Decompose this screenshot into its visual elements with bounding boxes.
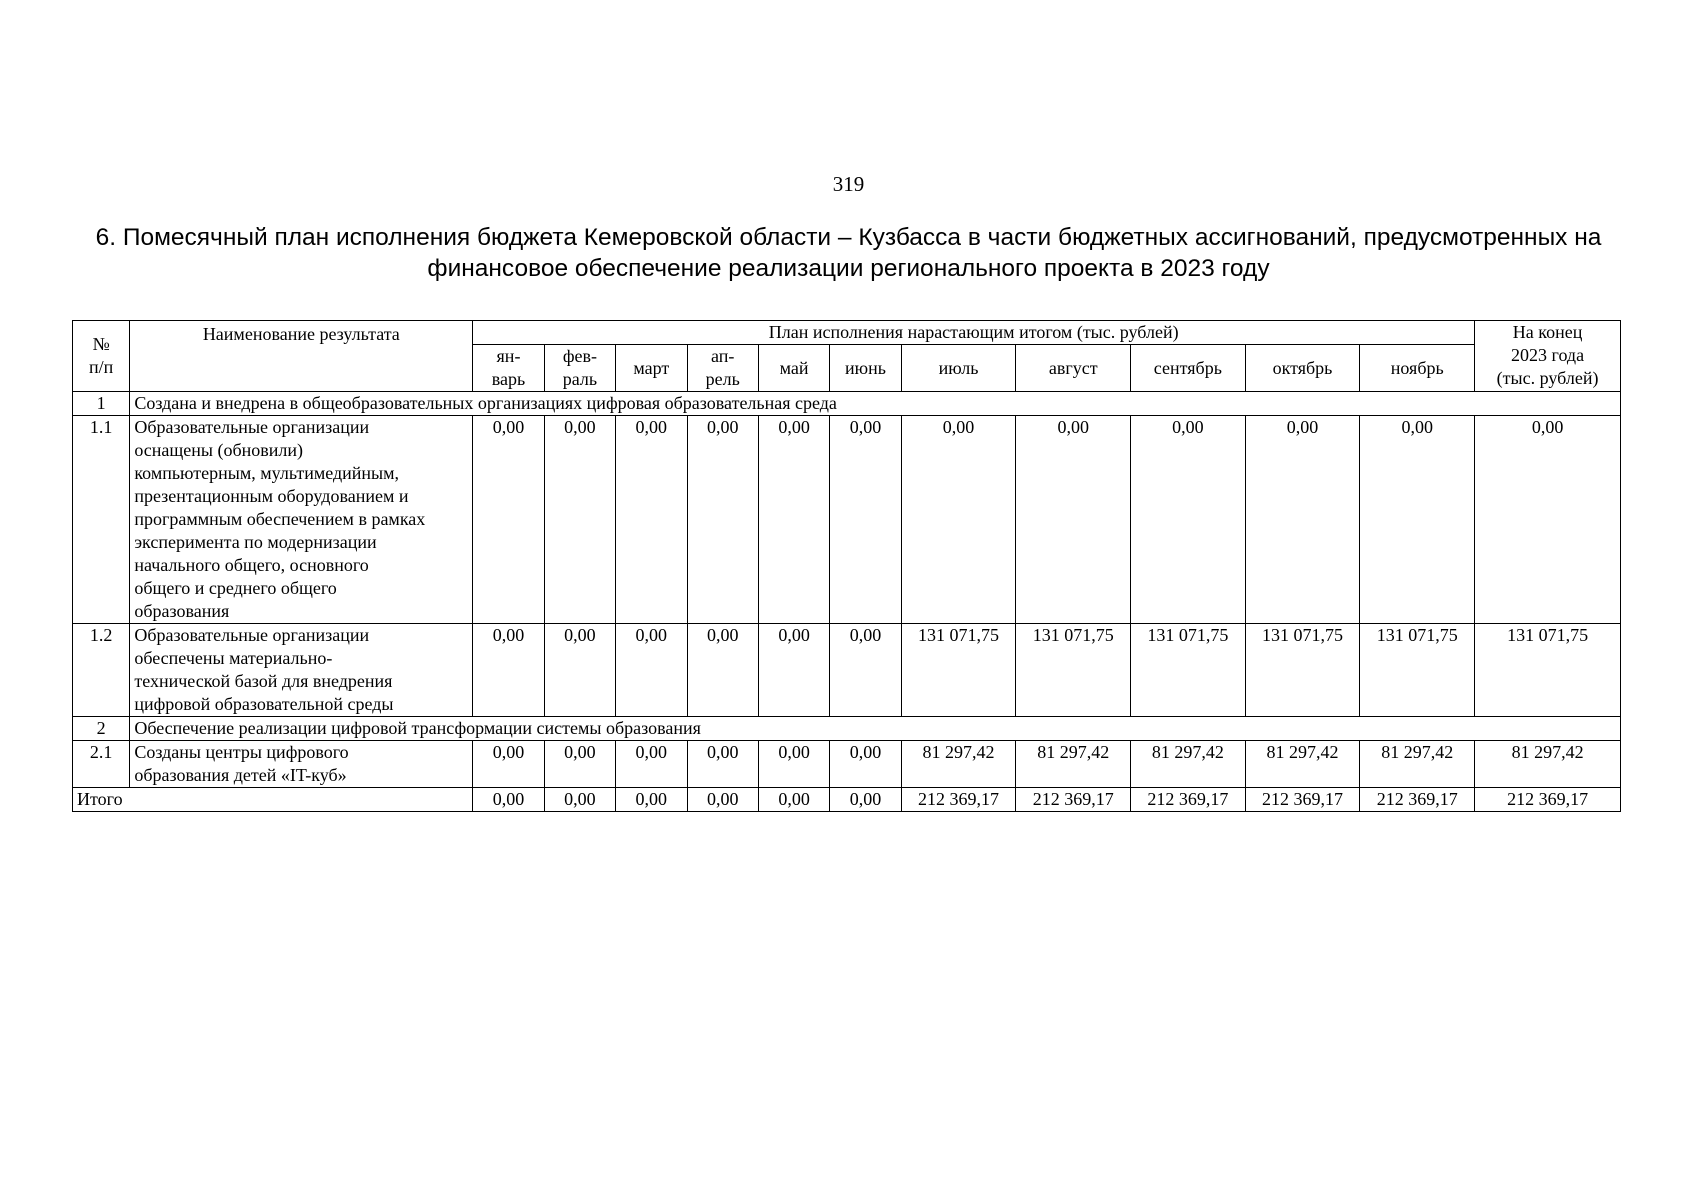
value-cell: 0,00	[830, 416, 901, 624]
header-month	[830, 345, 901, 392]
header-month	[1360, 345, 1475, 392]
title-line-1: 6. Помесячный план исполнения бюджета Кемеровской области – Кузбасса в части бюджетных ассигнований, предусмотренных на	[95, 224, 1602, 251]
section-row	[73, 392, 1621, 416]
value-cell: 0,00	[687, 624, 758, 717]
header-month	[687, 345, 758, 392]
table-row	[73, 741, 1621, 788]
total-value-cell: 0,00	[758, 788, 829, 812]
total-value-cell: 212 369,17	[1131, 788, 1246, 812]
header-month-line1: фев-	[562, 346, 597, 366]
total-value-cell: 0,00	[473, 788, 544, 812]
total-value-cell: 212 369,17	[1475, 788, 1621, 812]
value-cell: 0,00	[473, 416, 544, 624]
total-value-cell: 212 369,17	[1016, 788, 1131, 812]
result-name-line: общего и среднего общего	[134, 578, 337, 598]
header-month-line1: июнь	[845, 357, 886, 378]
section-number: 1	[73, 392, 130, 416]
value-cell: 131 071,75	[1475, 624, 1621, 717]
value-cell: 81 297,42	[1475, 741, 1621, 788]
value-cell: 81 297,42	[1016, 741, 1131, 788]
value-cell: 131 071,75	[1360, 624, 1475, 717]
value-cell: 0,00	[616, 416, 687, 624]
title-line-2: финансовое обеспечение реализации регионального проекта в 2023 году	[427, 255, 1270, 282]
value-cell: 0,00	[544, 741, 615, 788]
page-number: 319	[832, 172, 865, 196]
result-name	[130, 624, 473, 717]
header-month-line1: ап-	[711, 346, 735, 366]
value-cell: 0,00	[616, 741, 687, 788]
table-body	[73, 392, 1621, 812]
value-cell: 0,00	[758, 741, 829, 788]
result-name-line: оснащены (обновили)	[134, 440, 303, 460]
table-row	[73, 624, 1621, 717]
total-value-cell: 0,00	[616, 788, 687, 812]
result-name-line: Образовательные организации	[134, 625, 370, 645]
value-cell: 131 071,75	[901, 624, 1016, 717]
header-month-line1: июль	[938, 357, 979, 378]
value-cell: 0,00	[1475, 416, 1621, 624]
section-title: Обеспечение реализации цифровой трансформации системы образования	[130, 717, 1621, 741]
value-cell: 0,00	[473, 741, 544, 788]
result-name-line: обеспечены материально-	[134, 648, 333, 668]
total-value-cell: 0,00	[544, 788, 615, 812]
header-end-of-year	[1475, 321, 1621, 392]
row-number: 2.1	[73, 741, 130, 788]
value-cell: 0,00	[473, 624, 544, 717]
value-cell: 0,00	[687, 416, 758, 624]
section-number: 2	[73, 717, 130, 741]
header-month	[901, 345, 1016, 392]
header-month	[1016, 345, 1131, 392]
header-end-line3: (тыс. рублей)	[1496, 368, 1599, 388]
row-number: 1.1	[73, 416, 130, 624]
result-name	[130, 741, 473, 788]
value-cell: 81 297,42	[1245, 741, 1360, 788]
header-month-line1: март	[633, 357, 670, 378]
header-month	[758, 345, 829, 392]
result-name-line: Созданы центры цифрового	[134, 742, 349, 762]
value-cell: 0,00	[1131, 416, 1246, 624]
header-end-line1: На конец	[1512, 322, 1583, 342]
header-month-line1: ноябрь	[1390, 357, 1444, 378]
value-cell: 0,00	[901, 416, 1016, 624]
value-cell: 0,00	[616, 624, 687, 717]
header-month	[1131, 345, 1246, 392]
header-number-line1: №	[92, 334, 110, 354]
section-title: Создана и внедрена в общеобразовательных организациях цифровая образовательная среда	[130, 392, 1621, 416]
header-month	[473, 345, 544, 392]
header-number-line2: п/п	[89, 357, 114, 377]
budget-plan-table	[72, 320, 1621, 812]
header-month	[1245, 345, 1360, 392]
value-cell: 81 297,42	[1360, 741, 1475, 788]
value-cell: 0,00	[830, 624, 901, 717]
result-name-line: технической базой для внедрения	[134, 671, 393, 691]
value-cell: 0,00	[1245, 416, 1360, 624]
result-name-line: компьютерным, мультимедийным,	[134, 463, 400, 483]
result-name-line: эксперимента по модернизации	[134, 532, 377, 552]
table-row	[73, 416, 1621, 624]
header-month	[544, 345, 615, 392]
header-plan: План исполнения нарастающим итогом (тыс. рублей)	[473, 321, 1475, 345]
header-month-line1: май	[779, 357, 809, 378]
total-value-cell: 0,00	[687, 788, 758, 812]
total-label: Итого	[73, 788, 473, 812]
header-month-line1: август	[1048, 357, 1098, 378]
value-cell: 0,00	[830, 741, 901, 788]
result-name-line: образования детей «IT-куб»	[134, 765, 347, 785]
result-name-line: презентационным оборудованием и	[134, 486, 409, 506]
total-row	[73, 788, 1621, 812]
value-cell: 81 297,42	[901, 741, 1016, 788]
header-month-line1: сентябрь	[1153, 357, 1222, 378]
header-month-line1: октябрь	[1272, 357, 1333, 378]
section-row	[73, 717, 1621, 741]
row-number: 1.2	[73, 624, 130, 717]
value-cell: 81 297,42	[1131, 741, 1246, 788]
header-month-line2: рель	[705, 369, 740, 389]
document-title	[55, 222, 1642, 284]
result-name-line: образования	[134, 601, 230, 621]
value-cell: 0,00	[1016, 416, 1131, 624]
result-name-line: начального общего, основного	[134, 555, 369, 575]
value-cell: 131 071,75	[1131, 624, 1246, 717]
total-value-cell: 212 369,17	[1245, 788, 1360, 812]
header-month-line1: ян-	[496, 346, 521, 366]
value-cell: 0,00	[544, 416, 615, 624]
value-cell: 0,00	[758, 416, 829, 624]
header-month-line2: варь	[491, 369, 526, 389]
result-name-line: программным обеспечением в рамках	[134, 509, 426, 529]
result-name-line: Образовательные организации	[134, 417, 370, 437]
header-number	[73, 321, 130, 392]
total-value-cell: 212 369,17	[1360, 788, 1475, 812]
value-cell: 131 071,75	[1016, 624, 1131, 717]
header-result-name: Наименование результата	[130, 321, 473, 392]
value-cell: 131 071,75	[1245, 624, 1360, 717]
value-cell: 0,00	[687, 741, 758, 788]
total-value-cell: 212 369,17	[901, 788, 1016, 812]
header-month-line2: раль	[562, 369, 598, 389]
value-cell: 0,00	[544, 624, 615, 717]
result-name	[130, 416, 473, 624]
value-cell: 0,00	[1360, 416, 1475, 624]
header-row-1	[73, 321, 1621, 345]
header-month	[616, 345, 687, 392]
value-cell: 0,00	[758, 624, 829, 717]
total-value-cell: 0,00	[830, 788, 901, 812]
header-end-line2: 2023 года	[1511, 345, 1585, 365]
result-name-line: цифровой образовательной среды	[134, 694, 394, 714]
